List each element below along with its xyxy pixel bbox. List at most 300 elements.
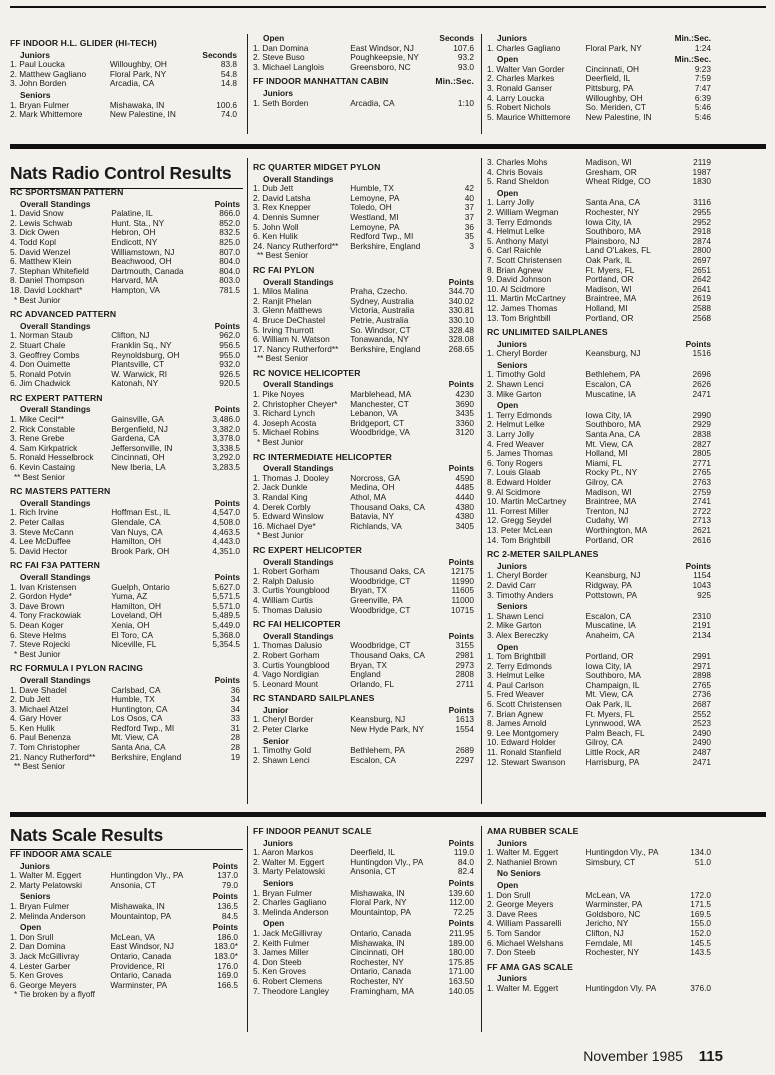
group-label: Overall Standings: [20, 198, 91, 209]
column-header: Min.:Sec.: [435, 76, 474, 87]
competitor-score: 2763: [692, 477, 711, 487]
competitor-name: 3. Timothy Anders: [487, 590, 554, 600]
competitor-location: Redford Twp., MI: [350, 232, 414, 242]
section-title: [253, 694, 474, 704]
competitor-location: Pittsburg, PA: [585, 83, 634, 93]
competitor-name: 1. Thomas J. Dooley: [253, 473, 329, 483]
competitor-name: 3. Mike Garton: [487, 389, 542, 399]
competitor-score: 84.5: [221, 910, 238, 921]
competitor-location: Carlsbad, CA: [111, 685, 161, 695]
competitor-name: 1. Timothy Gold: [487, 370, 546, 380]
competitor-location: East Windsor, NJ: [110, 942, 174, 952]
standing-row: [487, 631, 711, 641]
competitor-location: Huntingdon Vly., PA: [110, 871, 184, 881]
standing-row: [487, 939, 711, 949]
competitor-name: 3. Steve McCann: [10, 527, 74, 537]
competitor-score: 172.0: [690, 889, 711, 900]
competitor-name: 6. Kevin Castaing: [10, 463, 76, 473]
competitor-location: Portland, OR: [585, 275, 634, 285]
standing-row: [253, 512, 474, 522]
standing-row: [10, 981, 238, 991]
competitor-score: 2874: [692, 235, 711, 246]
competitor-location: Escalon, CA: [350, 755, 396, 765]
competitor-location: Southboro, MA: [585, 227, 641, 237]
results-section: [253, 546, 474, 615]
competitor-name: 1. Robert Gorham: [253, 567, 320, 577]
competitor-location: So. Windsor, CT: [350, 325, 411, 335]
competitor-score: 3116: [693, 197, 711, 208]
competitor-name: 3. Alex Bereczky: [487, 630, 549, 640]
competitor-score: 3120: [455, 427, 474, 438]
competitor-score: 189.00: [448, 937, 474, 948]
competitor-name: 3. Dave Rees: [487, 909, 538, 919]
competitor-location: Mishawaka, IN: [110, 901, 165, 911]
competitor-name: 4. Fred Weaver: [487, 439, 545, 449]
standing-row: [253, 858, 474, 868]
group-header: [253, 464, 474, 474]
standing-row: [253, 503, 474, 513]
competitor-location: Oak Park, IL: [585, 255, 632, 265]
competitor-location: Portland, OR: [585, 535, 634, 545]
standing-row: [253, 44, 474, 54]
group-label: Juniors: [497, 837, 527, 848]
competitor-score: 2134: [692, 629, 711, 640]
section-note: ** Best Senior: [257, 354, 308, 364]
group-header: [253, 34, 474, 44]
competitor-name: 4. William Curtis: [253, 595, 313, 605]
competitor-score: 2955: [692, 206, 711, 217]
group-header: [253, 879, 474, 889]
standing-row: [487, 390, 711, 400]
competitor-name: 1. Charles Gagliano: [487, 43, 561, 53]
competitor-name: 1. Milos Malina: [253, 287, 309, 297]
competitor-location: Rochester, NY: [350, 957, 404, 967]
competitor-location: Muscatine, IA: [585, 621, 636, 631]
group-label: Juniors: [497, 338, 527, 349]
competitor-name: 8. James Arnold: [487, 719, 547, 729]
section-note: * Best Junior: [14, 295, 61, 305]
standing-row: [487, 246, 711, 256]
group-header: [487, 881, 711, 891]
results-section: [253, 266, 474, 364]
competitor-score: 2990: [692, 409, 711, 420]
competitor-location: Los Osos, CA: [111, 714, 163, 724]
competitor-name: 8. Edward Holder: [487, 478, 552, 487]
group-header: [487, 562, 711, 572]
competitor-location: Mt. View, CA: [111, 733, 159, 743]
standing-row: [10, 209, 240, 219]
results-section: [10, 664, 240, 772]
column-header: Points: [214, 404, 240, 415]
top-column-3: [487, 32, 711, 122]
top-column-1: [10, 34, 237, 120]
competitor-name: 5. Maurice Whittemore: [487, 112, 571, 122]
competitor-name: 2. Shawn Lenci: [487, 380, 544, 390]
column-header: Points: [448, 877, 474, 888]
section-title-text: RC SPORTSMAN PATTERN: [10, 187, 124, 197]
standing-row: [10, 444, 240, 454]
competitor-name: 12. Gregg Seydel: [487, 516, 552, 526]
competitor-location: Thousand Oaks, CA: [350, 650, 425, 660]
group-header: [487, 869, 711, 879]
competitor-location: Jericho, NY: [585, 919, 629, 929]
group-header: [10, 91, 237, 101]
competitor-name: 3. Helmut Lelke: [487, 671, 545, 681]
competitor-location: Huntingdon Vly. PA: [585, 983, 657, 993]
competitor-name: 1. Jack McGillivray: [253, 928, 323, 938]
section-title-text: FF AMA GAS SCALE: [487, 961, 573, 972]
competitor-location: New Palestine, IN: [585, 112, 652, 122]
competitor-location: Keansburg, NJ: [350, 715, 406, 725]
standing-row: [487, 440, 711, 450]
competitor-score: 155.0: [690, 918, 711, 929]
group-label: Overall Standings: [20, 404, 91, 415]
competitor-name: 2. Marty Pelatowski: [10, 880, 82, 890]
competitor-location: England: [350, 670, 381, 680]
competitor-name: 5. Edward Winslow: [253, 512, 324, 522]
competitor-score: 2642: [692, 274, 711, 285]
competitor-score: 2771: [692, 457, 711, 468]
standing-row: [10, 743, 240, 753]
competitor-location: Framingham, MA: [350, 986, 414, 996]
standing-row: [253, 661, 474, 671]
standing-row: [487, 314, 711, 324]
section-title: [10, 310, 240, 320]
competitor-location: Katonah, NY: [111, 379, 159, 389]
competitor-name: 16. Michael Dye*: [253, 521, 316, 531]
standing-row: [487, 729, 711, 739]
competitor-score: 1987: [692, 166, 711, 177]
section-title-text: FF INDOOR PEANUT SCALE: [253, 826, 372, 836]
competitor-name: 6. Carl Raichle: [487, 246, 542, 256]
competitor-score: 2741: [692, 496, 711, 507]
competitor-score: 340.02: [448, 295, 474, 306]
competitor-location: Iowa City, IA: [585, 410, 632, 420]
competitor-location: Worthington, MA: [585, 525, 648, 535]
standing-row: [487, 349, 711, 359]
competitor-name: 10. Al Scidmore: [487, 284, 546, 294]
competitor-name: 2. Steve Buso: [253, 53, 305, 63]
competitor-score: 36: [464, 221, 474, 232]
standing-row: [487, 478, 711, 488]
column-header: Seconds: [439, 33, 474, 43]
competitor-score: 166.5: [217, 979, 238, 990]
competitor-location: East Windsor, NJ: [350, 43, 414, 53]
competitor-name: 3. Geoffrey Combs: [10, 350, 80, 360]
competitor-location: Plainsboro, NJ: [585, 236, 640, 246]
competitor-location: Medina, OH: [350, 483, 395, 493]
competitor-name: 3. Randal King: [253, 493, 308, 502]
competitor-name: 1. Bryan Fulmer: [10, 100, 70, 110]
competitor-location: Arcadia, CA: [109, 79, 155, 89]
column-header: Points: [214, 320, 240, 331]
standing-row: [487, 652, 711, 662]
competitor-name: 2. Matthew Gagliano: [10, 69, 87, 79]
competitor-location: Tonawanda, NY: [350, 335, 409, 345]
column-header: Points: [214, 497, 240, 508]
standing-row: [253, 99, 474, 109]
competitor-score: 34: [230, 694, 240, 705]
competitor-location: Bridgeport, CT: [350, 418, 405, 428]
standing-row: [487, 536, 711, 546]
competitor-score: 330.81: [448, 305, 474, 316]
standing-row: [10, 276, 240, 286]
competitor-score: 4380: [455, 511, 474, 522]
competitor-name: 7. Scott Christensen: [487, 255, 562, 265]
standing-row: [10, 547, 240, 557]
standing-row: [487, 488, 711, 498]
competitor-score: 2765: [692, 467, 711, 478]
competitor-location: Palm Beach, FL: [585, 728, 645, 738]
competitor-score: 171.00: [448, 966, 474, 977]
competitor-name: 5. Michael Robins: [253, 428, 319, 438]
competitor-score: 163.50: [448, 975, 474, 986]
competitor-name: 1. Dub Jett: [253, 184, 294, 194]
section-title-text: RC FORMULA I PYLON RACING: [10, 663, 143, 674]
competitor-score: 134.0: [690, 847, 711, 858]
competitor-name: 7. Louis Glaab: [487, 468, 541, 478]
competitor-score: 136.5: [217, 900, 238, 911]
competitor-location: Woodbridge, CT: [350, 605, 411, 615]
standing-row: [487, 719, 711, 729]
competitor-location: Greenville, PA: [350, 595, 403, 605]
competitor-score: 1830: [692, 176, 711, 187]
competitor-location: Mt. View, CA: [585, 690, 633, 700]
competitor-location: Petrie, Australia: [350, 315, 409, 325]
competitor-location: Redford Twp., MI: [111, 723, 175, 733]
standing-row: [487, 700, 711, 710]
section-title-text: RC EXPERT PATTERN: [10, 392, 103, 403]
standing-row: [487, 208, 711, 218]
rc-divider-rule: [10, 144, 766, 149]
competitor-location: Praha, Czecho.: [350, 287, 408, 297]
section-title: [487, 550, 711, 560]
standing-row: [10, 714, 240, 724]
competitor-location: Marblehead, MA: [350, 390, 412, 400]
competitor-name: 1. Dave Shadel: [10, 685, 67, 695]
standing-row: [253, 232, 474, 242]
group-header: [253, 175, 474, 185]
standing-row: [487, 227, 711, 237]
competitor-location: Willoughby, OH: [109, 60, 167, 70]
competitor-name: 5. Ken Hulik: [10, 723, 55, 733]
scale-column-1: [10, 822, 238, 1000]
competitor-score: 4590: [455, 472, 474, 483]
standing-row: [487, 449, 711, 459]
competitor-score: 803.0: [219, 275, 240, 286]
competitor-location: Iowa City, IA: [585, 661, 632, 671]
competitor-location: Victoria, Australia: [350, 306, 415, 316]
competitor-location: Bethlehem, PA: [585, 370, 641, 380]
competitor-score: 3,292.0: [212, 452, 240, 463]
competitor-location: Portland, OR: [585, 313, 634, 323]
standing-row: [487, 103, 711, 113]
competitor-name: 1. Walter Van Gorder: [487, 64, 565, 74]
competitor-name: 14. Tom Brightbill: [487, 535, 551, 545]
competitor-location: Pottstown, PA: [585, 590, 638, 600]
competitor-score: 4485: [455, 482, 474, 493]
competitor-score: 2471: [692, 388, 711, 399]
standing-row: [487, 74, 711, 84]
competitor-location: Palatine, IL: [111, 209, 153, 219]
standing-row: [487, 591, 711, 601]
competitor-score: 955.0: [219, 349, 240, 360]
standing-row: [487, 84, 711, 94]
competitor-score: 2191: [692, 620, 711, 631]
competitor-score: 171.5: [690, 899, 711, 910]
competitor-name: 2. Christopher Cheyer*: [253, 399, 338, 409]
standing-row: [10, 101, 237, 111]
competitor-score: 5,449.0: [212, 619, 240, 630]
competitor-location: Manchester, CT: [350, 399, 409, 409]
competitor-score: 2651: [692, 264, 711, 275]
competitor-name: 1. Don Srull: [10, 932, 54, 942]
results-section: [10, 39, 237, 120]
competitor-score: 6:39: [694, 92, 711, 103]
column-divider: [481, 158, 482, 804]
competitor-name: 2. Charles Markes: [487, 74, 555, 84]
competitor-name: 21. Nancy Rutherford**: [10, 752, 96, 762]
standing-row: [10, 286, 240, 296]
competitor-score: 4440: [455, 492, 474, 502]
competitor-score: 4,508.0: [212, 517, 240, 527]
competitor-name: 2. Ranjit Phelan: [253, 296, 312, 306]
competitor-name: 4. Dennis Sumner: [253, 212, 320, 222]
competitor-location: Santa Ana, CA: [585, 430, 640, 440]
group-label: Juniors: [263, 87, 293, 98]
competitor-score: 4,463.5: [212, 526, 240, 537]
standing-row: [10, 583, 240, 593]
standing-row: [487, 948, 711, 958]
group-header: [10, 892, 238, 902]
competitor-location: Floral Park, NY: [109, 69, 167, 79]
column-header: Points: [214, 198, 240, 209]
section-note: ** Best Senior: [257, 251, 308, 261]
section-title: [10, 561, 240, 571]
standing-row: [487, 516, 711, 526]
competitor-location: Bergenfield, NJ: [111, 424, 168, 434]
competitor-location: Miami, FL: [585, 458, 622, 468]
competitor-score: 5,354.5: [212, 639, 240, 650]
competitor-score: 139.60: [448, 887, 474, 898]
results-section: [487, 328, 711, 545]
column-header: Min.:Sec.: [674, 54, 711, 65]
competitor-name: 10. Edward Holder: [487, 738, 556, 748]
section-title-text: FF INDOOR AMA SCALE: [10, 849, 112, 859]
standing-row: [10, 238, 240, 248]
competitor-name: 6. Matthew Klein: [10, 257, 72, 267]
competitor-name: 4. Lee McDuffee: [10, 537, 71, 547]
competitor-score: 11990: [451, 575, 474, 586]
competitor-location: Hamilton, OH: [111, 537, 161, 547]
standing-row: [487, 910, 711, 920]
competitor-score: 807.0: [219, 246, 240, 257]
competitor-name: 9. David Johnson: [487, 275, 552, 285]
competitor-name: 2. Peter Callas: [10, 518, 65, 527]
issue-date: November 1985: [583, 1048, 683, 1064]
group-header: [10, 51, 237, 61]
competitor-name: 13. Peter McLean: [487, 525, 553, 535]
column-header: Points: [448, 276, 474, 287]
section-title-text: FF INDOOR H.L. GLIDER (HI-TECH): [10, 38, 157, 48]
group-label: Overall Standings: [20, 320, 91, 331]
group-header: [10, 322, 240, 332]
results-section: [253, 694, 474, 765]
group-label: Open: [497, 187, 519, 198]
competitor-location: Keansburg, NJ: [585, 349, 641, 359]
competitor-location: McLean, VA: [110, 932, 155, 942]
competitor-score: 3,382.0: [212, 423, 240, 434]
competitor-name: 6. William N. Watson: [253, 335, 330, 345]
competitor-score: 42: [464, 183, 474, 194]
competitor-location: Jeffersonville, IN: [111, 443, 173, 453]
competitor-score: 12175: [450, 566, 474, 577]
competitor-name: 2. George Meyers: [487, 900, 554, 910]
page-number: 115: [698, 1048, 723, 1065]
standing-row: [10, 331, 240, 341]
competitor-name: 4. Larry Loucka: [487, 93, 545, 103]
competitor-location: Reynoldsburg, OH: [111, 350, 180, 360]
column-divider: [247, 158, 248, 804]
competitor-name: 5. Tom Sandor: [487, 928, 541, 938]
competitor-name: 3. Dick Owen: [10, 228, 60, 238]
column-header: Min.:Sec.: [674, 33, 711, 43]
standing-row: [10, 110, 237, 120]
standing-row: [10, 219, 240, 229]
competitor-score: 1516: [692, 348, 711, 359]
competitor-name: 2. William Wegman: [487, 207, 559, 217]
competitor-location: Norcross, GA: [350, 473, 401, 483]
competitor-name: 3. John Borden: [10, 79, 67, 89]
standing-row: [253, 939, 474, 949]
competitor-location: Trenton, NJ: [585, 506, 629, 516]
competitor-score: 2713: [692, 515, 711, 526]
group-header: [10, 200, 240, 210]
standing-row: [253, 297, 474, 307]
competitor-name: 1. Thomas Dalusio: [253, 641, 323, 651]
competitor-location: Humble, TX: [111, 695, 155, 705]
competitor-name: 1. Cheryl Border: [253, 715, 314, 725]
competitor-score: 35: [464, 231, 474, 242]
competitor-location: Cudahy, WI: [585, 516, 629, 526]
competitor-name: 2. Ralph Dalusio: [253, 576, 314, 586]
competitor-score: 2991: [692, 651, 711, 662]
competitor-name: 3. Curtis Youngblood: [253, 586, 330, 596]
group-header: [253, 89, 474, 99]
top-column-2: [253, 32, 474, 108]
competitor-location: Ft. Myers, FL: [585, 265, 635, 275]
results-section: [10, 310, 240, 389]
competitor-score: 74.0: [220, 109, 237, 120]
competitor-name: 24. Nancy Rutherford**: [253, 241, 339, 251]
competitor-location: Berkshire, England: [350, 344, 421, 354]
column-header: Points: [448, 463, 474, 474]
competitor-score: 19: [230, 751, 240, 762]
results-section: [10, 850, 238, 1000]
results-section: [487, 34, 711, 122]
competitor-name: 1. Walter M. Eggert: [10, 871, 82, 881]
competitor-location: Ft. Myers, FL: [585, 709, 635, 719]
standing-row: [487, 304, 711, 314]
competitor-location: Ontario, Canada: [350, 967, 412, 977]
standing-row: [487, 256, 711, 266]
standing-row: [253, 242, 474, 252]
competitor-score: 804.0: [219, 265, 240, 276]
standing-row: [10, 463, 240, 473]
competitor-score: 82.4: [457, 866, 474, 877]
group-header: [10, 573, 240, 583]
group-label: Overall Standings: [263, 463, 334, 474]
